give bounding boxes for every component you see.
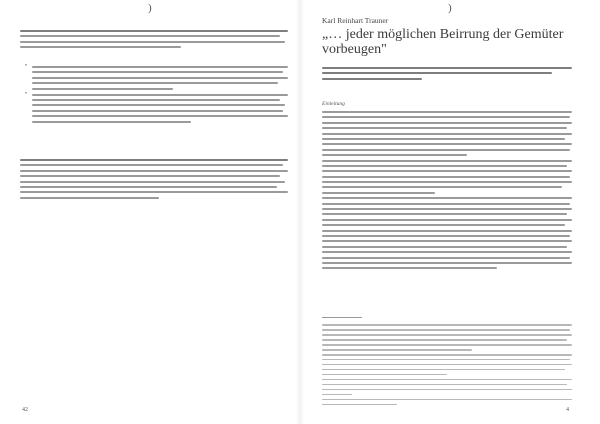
- list-item: [25, 90, 288, 123]
- bullet-icon: •: [25, 90, 28, 97]
- chapter-title: „… jeder möglichen Beirrung der Gemüter vorbeugen": [322, 27, 564, 57]
- left-paragraph-1: [20, 30, 288, 52]
- footnote-rule: [322, 317, 362, 318]
- right-top-mark: ): [448, 2, 452, 14]
- right-page-number: 4: [566, 407, 569, 413]
- right-footnotes: [322, 324, 572, 409]
- section-heading: Einleitung: [322, 101, 345, 107]
- left-paragraph-2: [20, 159, 288, 202]
- chapter-subtitle: [322, 67, 572, 83]
- list-item: [25, 63, 288, 90]
- left-top-mark: ): [148, 2, 152, 14]
- left-page-number: 42: [22, 407, 28, 413]
- author-name: Karl Reinhart Trauner: [322, 16, 389, 25]
- left-bullet-list: [25, 63, 288, 126]
- right-body-text: [322, 111, 572, 273]
- bullet-icon: •: [25, 63, 28, 69]
